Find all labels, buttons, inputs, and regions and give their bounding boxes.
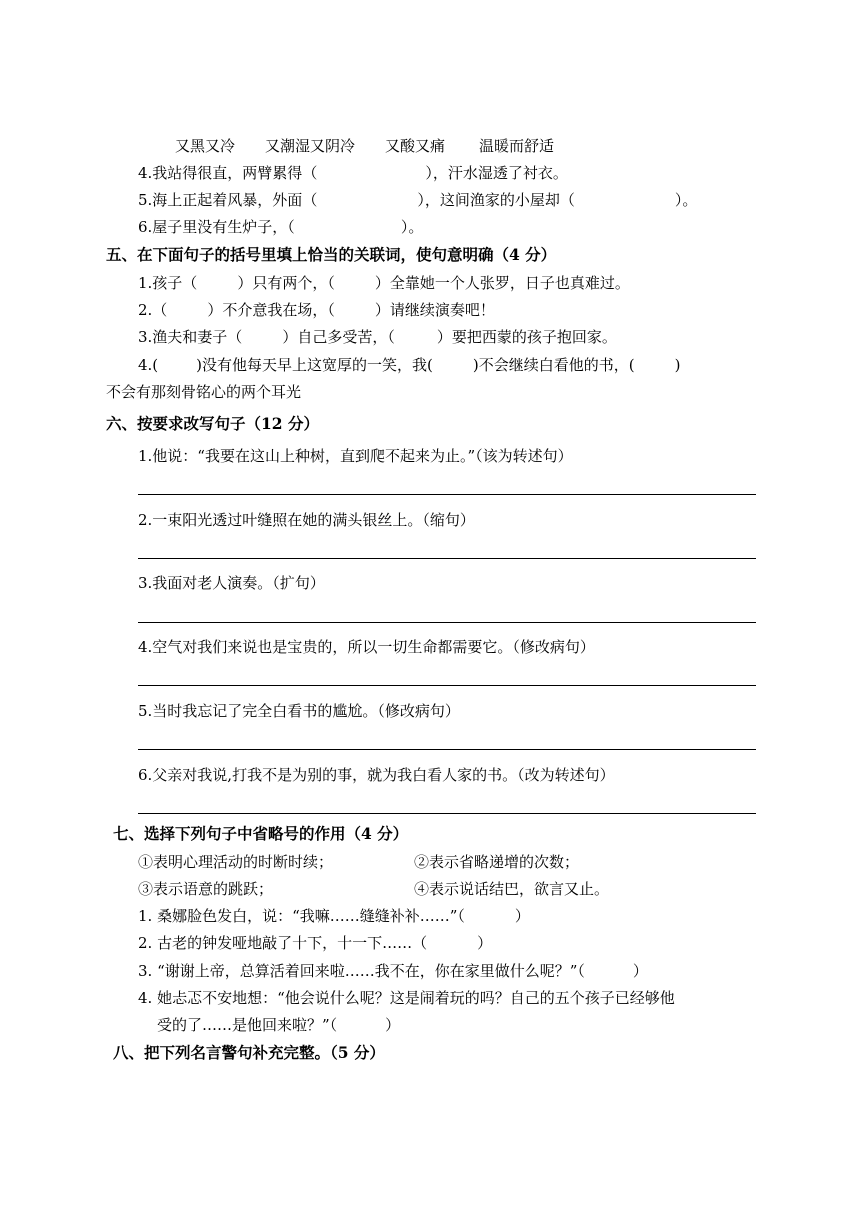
- s5-question-3: 3.渔夫和妻子（ ）自己多受苦，（ ）要把西蒙的孩子抱回家。: [138, 328, 617, 346]
- s5-question-2: 2.（ ）不介意我在场，（ ）请继续演奏吧！: [138, 301, 495, 319]
- answer-line-6[interactable]: [138, 813, 756, 814]
- ellipsis-option-3: ③表示语意的跳跃；: [138, 880, 274, 898]
- answer-line-3[interactable]: [138, 622, 756, 623]
- rewrite-item-6: 6.父亲对我说,打我不是为别的事，就为我白看人家的书。（改为转述句）: [138, 766, 615, 784]
- rewrite-item-4: 4.空气对我们来说也是宝贵的，所以一切生命都需要它。（修改病句）: [138, 638, 595, 656]
- s7-question-4-continued: 受的了……是他回来啦？”（ ）: [157, 1016, 401, 1034]
- section-8-heading: 八、把下列名言警句补充完整。（5 分）: [113, 1043, 385, 1062]
- option-4: 温暖而舒适: [479, 137, 555, 155]
- s5-question-4-continued: 不会有那刻骨铭心的两个耳光: [106, 383, 302, 401]
- answer-line-2[interactable]: [138, 558, 756, 559]
- answer-line-5[interactable]: [138, 749, 756, 750]
- section-6-heading: 六、按要求改写句子（12 分）: [106, 414, 319, 433]
- ellipsis-option-4: ④表示说话结巴，欲言又止。: [414, 880, 610, 898]
- rewrite-item-1: 1.他说：“我要在这山上种树，直到爬不起来为止。”（该为转述句）: [138, 447, 573, 465]
- s7-question-4: 4. 她忐忑不安地想：“他会说什么呢？这是闹着玩的吗？自己的五个孩子已经够他: [138, 989, 675, 1007]
- s4-question-4: 4.我站得很直，两臂累得（ ），汗水湿透了衬衣。: [138, 164, 568, 182]
- option-row: [175, 136, 554, 156]
- section-5-heading: 五、在下面句子的括号里填上恰当的关联词，使句意明确（4 分）: [106, 245, 557, 264]
- answer-line-4[interactable]: [138, 685, 756, 686]
- option-1: 又黑又冷: [175, 137, 236, 155]
- s7-question-2: 2. 古老的钟发哑地敲了十下，十一下……（ ）: [138, 934, 493, 952]
- ellipsis-option-2: ②表示省略递增的次数；: [414, 853, 580, 871]
- s7-question-3: 3. “谢谢上帝，总算活着回来啦……我不在，你在家里做什么呢？”（ ）: [138, 962, 648, 980]
- rewrite-item-2: 2.一束阳光透过叶缝照在她的满头银丝上。（缩句）: [138, 511, 475, 529]
- s5-question-4: 4.( )没有他每天早上这宽厚的一笑，我( )不会继续白看他的书，( ): [138, 356, 681, 374]
- option-3: 又酸又痛: [385, 137, 446, 155]
- s5-question-1: 1.孩子（ ）只有两个，（ ）全靠她一个人张罗，日子也真难过。: [138, 274, 630, 292]
- ellipsis-option-1: ①表明心理活动的时断时续；: [138, 853, 334, 871]
- s4-question-6: 6.屋子里没有生炉子，（ ）。: [138, 218, 424, 236]
- s7-question-1: 1. 桑娜脸色发白，说：“我嘛……缝缝补补……”（ ）: [138, 907, 530, 925]
- section-7-heading: 七、选择下列句子中省略号的作用（4 分）: [113, 824, 409, 843]
- s4-question-5: 5.海上正起着风暴，外面（ ），这间渔家的小屋却（ ）。: [138, 191, 698, 209]
- option-2: 又潮湿又阴冷: [265, 137, 356, 155]
- rewrite-item-3: 3.我面对老人演奏。（扩句）: [138, 574, 325, 592]
- rewrite-item-5: 5.当时我忘记了完全白看书的尴尬。（修改病句）: [138, 702, 460, 720]
- answer-line-1[interactable]: [138, 494, 756, 495]
